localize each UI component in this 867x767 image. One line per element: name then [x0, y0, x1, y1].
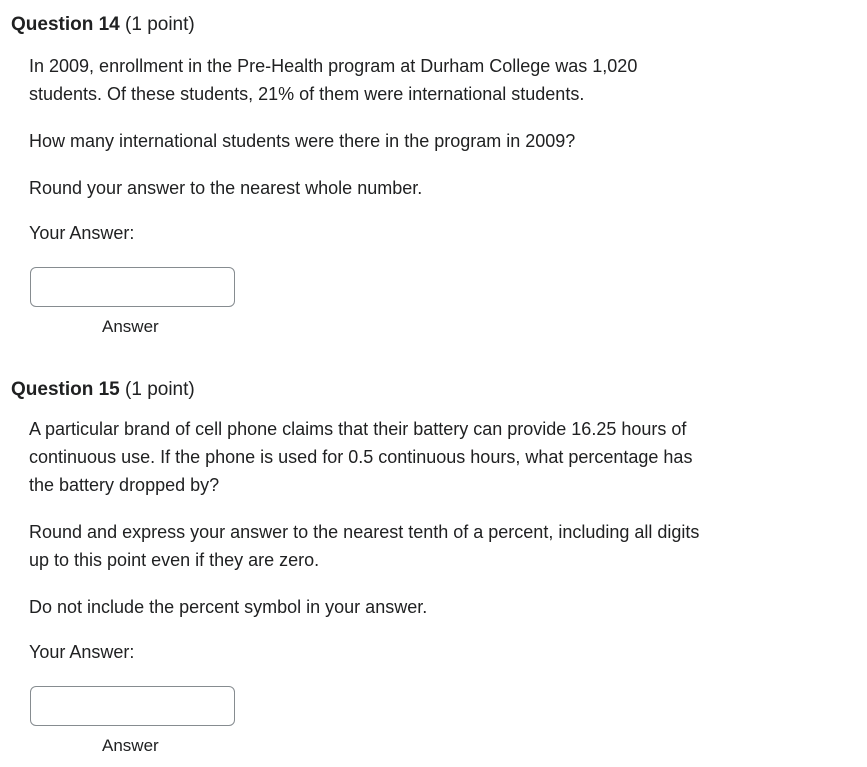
- your-answer-label: Your Answer:: [29, 642, 135, 662]
- question-points: (1 point): [125, 379, 195, 400]
- question-points: (1 point): [125, 14, 195, 35]
- your-answer-label: Your Answer:: [29, 223, 135, 243]
- percent-instruction: Do not include the percent symbol in your answer.: [29, 597, 428, 617]
- question-prompt: How many international students were there in the program in 2009?: [29, 131, 576, 151]
- question-title: Question 14: [11, 14, 120, 35]
- question-text-line: students. Of these students, 21% of them were international students.: [29, 84, 585, 104]
- rounding-instruction: up to this point even if they are zero.: [29, 550, 320, 570]
- question-header: [11, 13, 195, 37]
- question-text-line: continuous use. If the phone is used for 0.5 continuous hours, what percentage has: [29, 447, 693, 467]
- question-title: Question 15: [11, 379, 120, 400]
- question-text-line: the battery dropped by?: [29, 475, 220, 495]
- question-header: [11, 378, 195, 402]
- rounding-instruction: Round and express your answer to the nearest tenth of a percent, including all digits: [29, 522, 700, 542]
- question-text-line: In 2009, enrollment in the Pre-Health program at Durham College was 1,020: [29, 56, 638, 76]
- rounding-instruction: Round your answer to the nearest whole number.: [29, 178, 423, 198]
- answer-input-label: Answer: [102, 736, 159, 755]
- answer-input-label: Answer: [102, 317, 159, 336]
- answer-input[interactable]: [30, 686, 235, 726]
- question-text-line: A particular brand of cell phone claims that their battery can provide 16.25 hours of: [29, 419, 687, 439]
- answer-input[interactable]: [30, 267, 235, 307]
